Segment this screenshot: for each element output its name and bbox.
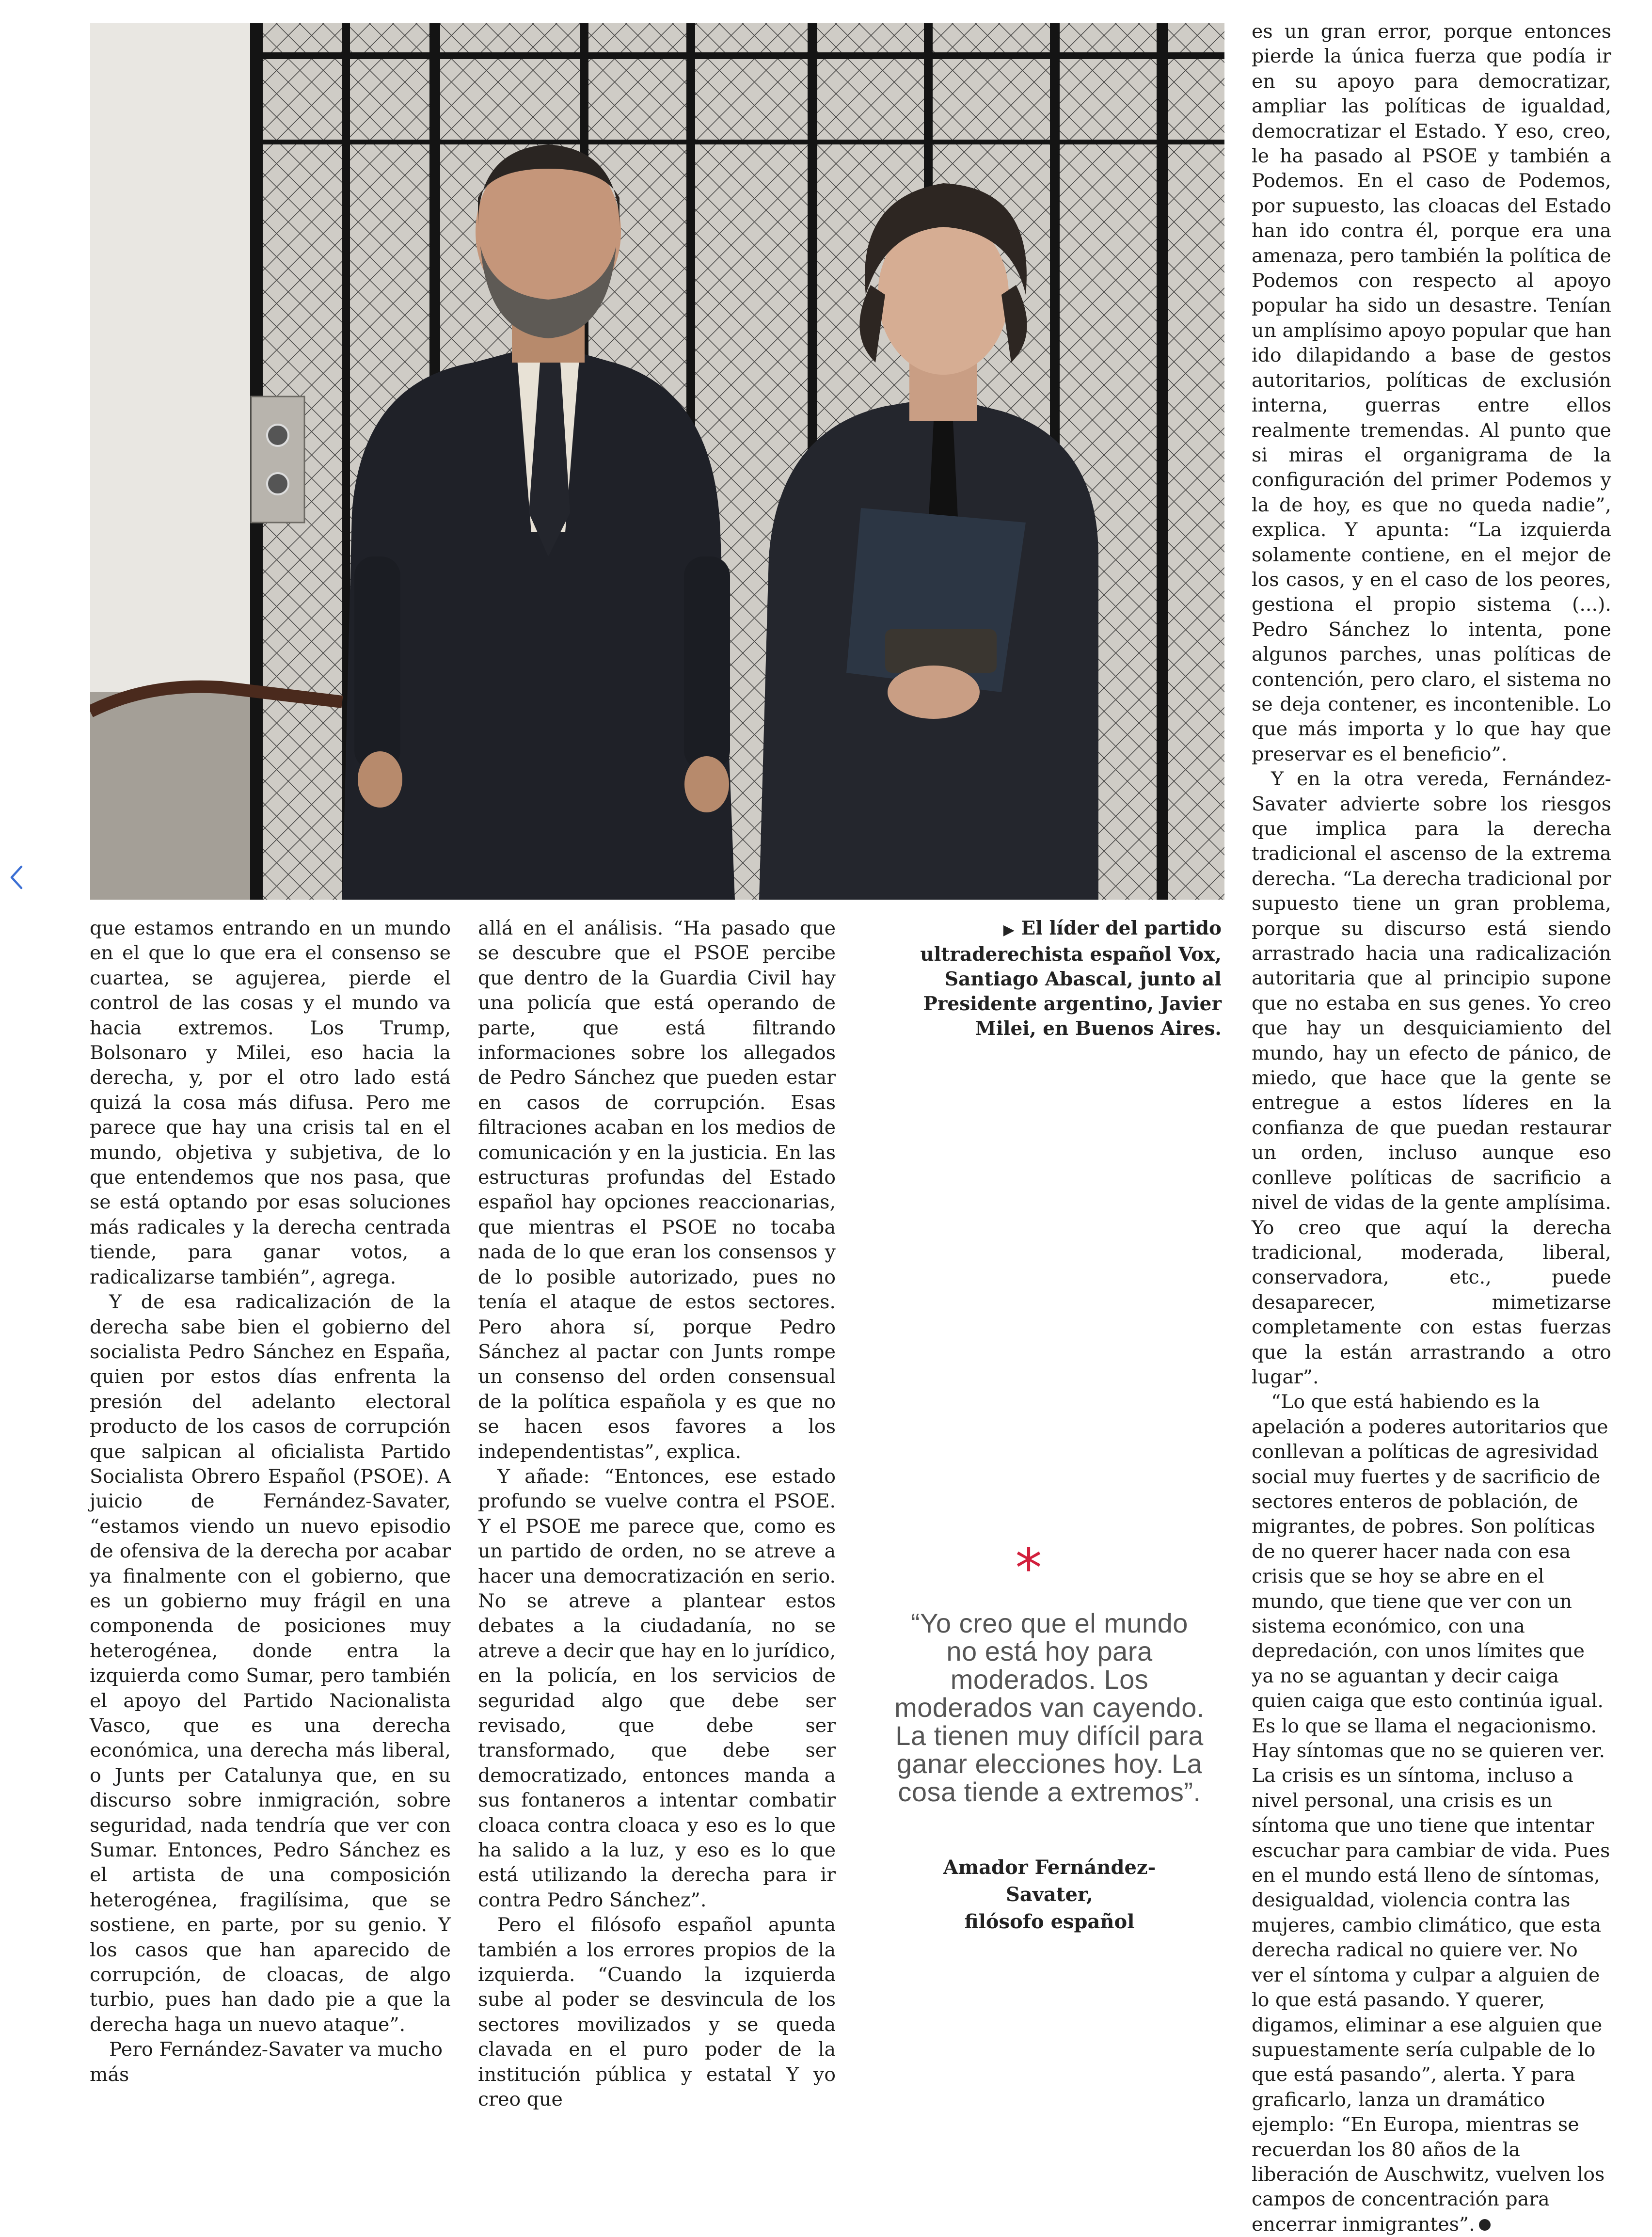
photo-illustration (90, 23, 1224, 900)
article-column-1 (90, 916, 451, 2087)
article-column-4 (1252, 19, 1611, 2237)
paragraph: es un gran error, porque entonces pierde la única fuerza que podía ir en su apoyo para democratizar, ampliar las políticas de igualdad, democratizar el Estado. Y eso, creo, le ha pasado al PSOE y también a Podemos. En el caso de Podemos, por supuesto, las cloacas del Estado han ido contra él, porque era una amenaza, pero también la política de Podemos con respecto al apoyo popular ha sido un desastre. Tenían un amplísimo apoyo popular que han ido dilapidando a base de gestos autoritarios, políticas de exclusión interna, guerras entre ellos realmente tremendas. Al punto que si miras el organigrama de la configuración del primer Podemos y la de hoy, es que no queda nadie”, explica. Y apunta: “La izquierda solamente contiene, en el mejor de los casos, y en el caso de los peores, gestiona el propio sistema (...). Pedro Sánchez lo intenta, pone algunos parches, unas políticas de contención, pero claro, el sistema no se deja contener, es incontenible. Lo que más importa y lo que hay que preservar es el beneficio”. (1252, 20, 1611, 765)
caption-arrow-icon: ▶ (1003, 921, 1015, 938)
paragraph: Y en la otra vereda, Fernández-Savater advierte sobre los riesgos que implica para la derecha tradicional el ascenso de la extrema derecha. “La derecha tradicional por supuesto tiene un gran problema, porque su discurso está siendo arrastrado hacia una radicalización autoritaria que al principio supone que no estaba en sus genes. Yo creo que hay un desquiciamiento del mundo, hay un efecto de pánico, de miedo, que hace que la gente se entregue a estos líderes en la confianza de que puedan restaurar un orden, incluso aunque eso conlleve políticas de sacrificio a nivel de vidas de la gente amplísima. Yo creo que aquí la derecha tradicional, moderada, liberal, conservadora, etc., puede desaparecer, mimetizarse completamente con estas fuerzas que la están arrastrando a otro lugar”. (1252, 768, 1611, 1388)
chevron-left-icon[interactable] (7, 863, 26, 892)
asterisk-icon: * (1015, 1537, 1042, 1599)
paragraph: Y añade: “Entonces, ese estado profundo se vuelve contra el PSOE. Y el PSOE me parece que, como es un partido de orden, no se atreve a hacer una democratización en serio. No se atreve a plantear estos debates a la ciudadanía, no se atreve a decir que hay en lo jurídico, en la policía, en los servicios de seguridad algo que debe ser revisado, que debe ser transformado, que debe ser democratizado, entonces manda a sus fontaneros a intentar combatir cloaca contra cloaca y eso es lo que ha salido a la luz, y eso es lo que está utilizando la derecha para ir contra Pedro Sánchez”. (478, 1465, 836, 1911)
paragraph: allá en el análisis. “Ha pasado que se descubre que el PSOE percibe que dentro de la Guardia Civil hay una policía que está operando de parte, que está filtrando informaciones sobre los allegados de Pedro Sánchez que pueden estar en casos de corrupción. Esas filtraciones acaban en los medios de comunicación y en la justicia. En las estructuras profundas del Estado español hay opciones reaccionarias, que mientras el PSOE no tocaba nada de lo que eran los consensos y de lo posible autorizado, pues no tenía el ataque de estos sectores. Pero ahora sí, porque Pedro Sánchez al pactar con Junts rompe un consenso del orden consensual de la política española y es que no se hacen esos favores a los independentistas”, explica. (478, 917, 836, 1463)
photo-caption (902, 916, 1222, 1041)
pull-quote: “Yo creo que el mundo no está hoy para moderados. Los moderados van cayendo. La tienen muy difícil para ganar elecciones hoy. La cosa tiende a extremos”. (894, 1608, 1205, 1807)
article-photo (90, 23, 1224, 900)
article-column-2 (478, 916, 836, 2112)
pull-quote-author (902, 1854, 1197, 1936)
author-role: filósofo español (964, 1910, 1135, 1933)
author-name: Amador Fernández-Savater, (943, 1856, 1156, 1906)
paragraph-text: “Lo que está habiendo es la apelación a poderes autoritarios que conllevan a políticas de agresividad social muy fuertes y de sacrificio de sectores enteros de población, de migrantes, de pobres. Son políticas de no querer hacer nada con esa crisis que se hoy se abre en el mundo, que tiene que ver con un sistema económico, con una depredación, con unos límites que ya no se aguantan y decir caiga quien caiga que esto continúa igual. Es lo que se llama el negacionismo. Hay síntomas que no se quieren ver. La crisis es un síntoma, incluso a nivel personal, una crisis es un síntoma que uno tiene que intentar escuchar para cambiar de vida. Pues en el mundo está lleno de síntomas, desigualdad, violencia contra las mujeres, cambio climático, que esta derecha radical no quiere ver. No ver el síntoma y culpar a alguien de lo que está pasando. Y querer, digamos, eliminar a ese alguien que supuestamente sería culpable de lo que está pasando”, alerta. Y para graficarlo, lanza un dramático ejemplo: “En Europa, mientras se recuerdan los 80 años de la liberación de Auschwitz, vuelven los campos de concentración para encerrar inmigrantes”. (1252, 1391, 1610, 2236)
paragraph: Y de esa radicalización de la derecha sabe bien el gobierno del socialista Pedro Sánchez en España, quien por estos días enfrenta la presión del adelanto electoral producto de los casos de corrupción que salpican al oficialista Partido Socialista Obrero Español (PSOE). A juicio de Fernández-Savater, “estamos viendo un nuevo episodio de ofensiva de la derecha por acabar ya finalmente con el gobierno, que es un gobierno muy frágil en una componenda de posiciones muy heterogénea, donde entra la izquierda como Sumar, pero también el apoyo del Partido Nacionalista Vasco, que es una derecha económica, una derecha más liberal, o Junts per Catalunya que, en su discurso sobre inmigración, sobre seguridad, nada tendría que ver con Sumar. Entonces, Pedro Sánchez es el artista de una composición heterogénea, fragilísima, que se sostiene, en parte, por su genio. Y los casos que han aparecido de corrupción, de cloacas, de algo turbio, pues han dado pie a que la derecha haga un nuevo ataque”. (90, 1291, 451, 2036)
paragraph (1252, 1390, 1611, 2237)
end-of-article-icon (1479, 2219, 1491, 2231)
photo-caption-text: El líder del partido ultraderechista español Vox, Santiago Abascal, junto al Presidente argentino, Javier Milei, en Buenos Aires. (920, 917, 1222, 1040)
paragraph: que estamos entrando en un mundo en el que lo que era el consenso se cuartea, se agujerea, pierde el control de las cosas y el mundo va hacia extremos. Los Trump, Bolsonaro y Milei, eso hacia la derecha, y, por el otro lado está quizá la cosa más difusa. Pero me parece que hay una crisis tal en el mundo, objetiva y subjetiva, de lo que entendemos que nos pasa, que se está optando por esas soluciones más radicales y la derecha centrada tiende, para ganar votos, a radicalizarse también”, agrega. (90, 917, 451, 1288)
paragraph: Pero Fernández-Savater va mucho más (90, 2038, 443, 2086)
paragraph: Pero el filósofo español apunta también a los errores propios de la izquierda. “Cuando la izquierda sube al poder se desvincula de los sectores movilizados y se queda clavada en el puro poder de la institución pública y estatal Y yo creo que (478, 1914, 836, 2111)
